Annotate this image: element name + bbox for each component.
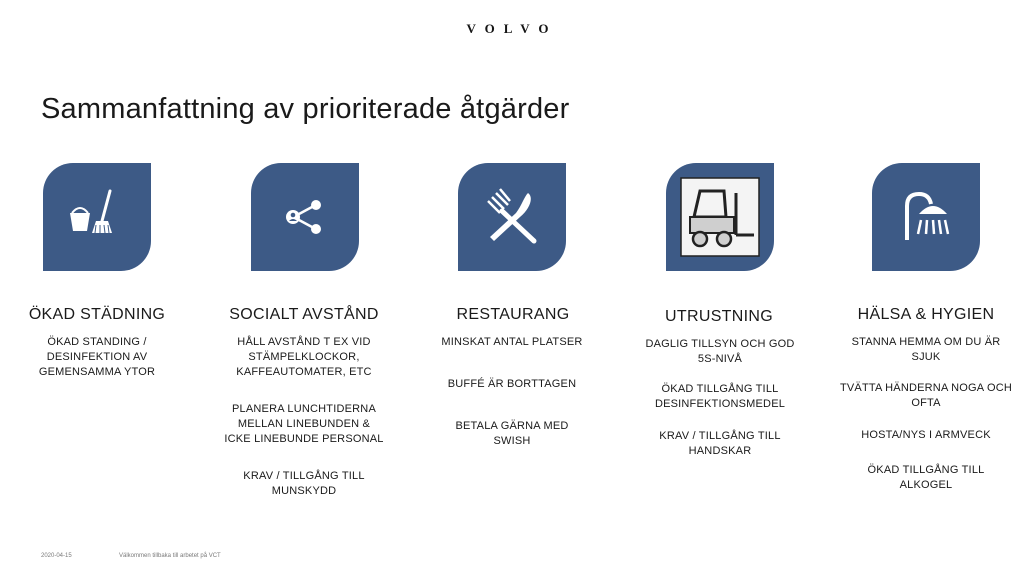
heading-socialt-avstand: SOCIALT AVSTÅND <box>229 306 379 323</box>
list-item: BUFFÉ ÄR BORTTAGEN <box>447 378 577 390</box>
list-item: KRAV / TILLGÅNG TILL HANDSKAR <box>659 430 781 457</box>
list-item: HOSTA/NYS I ARMVECK <box>861 429 991 441</box>
heading-utrustning: UTRUSTNING <box>665 308 773 325</box>
list-item: KRAV / TILLGÅNG TILL MUNSKYDD <box>243 470 365 497</box>
forklift-icon <box>666 163 774 271</box>
list-item: BETALA GÄRNA MED SWISH <box>455 420 569 447</box>
list-item: DAGLIG TILLSYN OCH GOD 5S-NIVÅ <box>645 338 795 365</box>
footer-text: Välkommen tillbaka till arbetet på VCT <box>119 553 221 559</box>
list-item: TVÄTTA HÄNDERNA NOGA OCH OFTA <box>839 382 1013 409</box>
list-item: STANNA HEMMA OM DU ÄR SJUK <box>851 336 1001 363</box>
list-item: ÖKAD STANDING / DESINFEKTION AV GEMENSAMMA YTOR <box>38 336 156 378</box>
share-people-icon <box>251 163 359 271</box>
volvo-logo: VOLVO <box>466 21 558 36</box>
page-title: Sammanfattning av prioriterade åtgärder <box>41 93 570 125</box>
heading-restaurang: RESTAURANG <box>456 306 570 323</box>
list-item: PLANERA LUNCHTIDERNA MELLAN LINEBUNDEN & ICKE LINEBUNDE PERSONAL <box>224 403 384 445</box>
heading-okad-stadning: ÖKAD STÄDNING <box>28 306 166 323</box>
cleaning-icon <box>43 163 151 271</box>
list-item: HÅLL AVSTÅND T EX VID STÄMPELKLOCKOR, KAFFEAUTOMATER, ETC <box>236 336 372 378</box>
list-item: ÖKAD TILLGÅNG TILL ALKOGEL <box>867 464 985 491</box>
list-item: ÖKAD TILLGÅNG TILL DESINFEKTIONSMEDEL <box>654 383 786 410</box>
list-item: MINSKAT ANTAL PLATSER <box>441 336 583 348</box>
shower-icon <box>872 163 980 271</box>
fork-knife-icon <box>458 163 566 271</box>
heading-halsa-hygien: HÄLSA & HYGIEN <box>857 306 995 323</box>
footer-date: 2020-04-15 <box>41 553 72 559</box>
